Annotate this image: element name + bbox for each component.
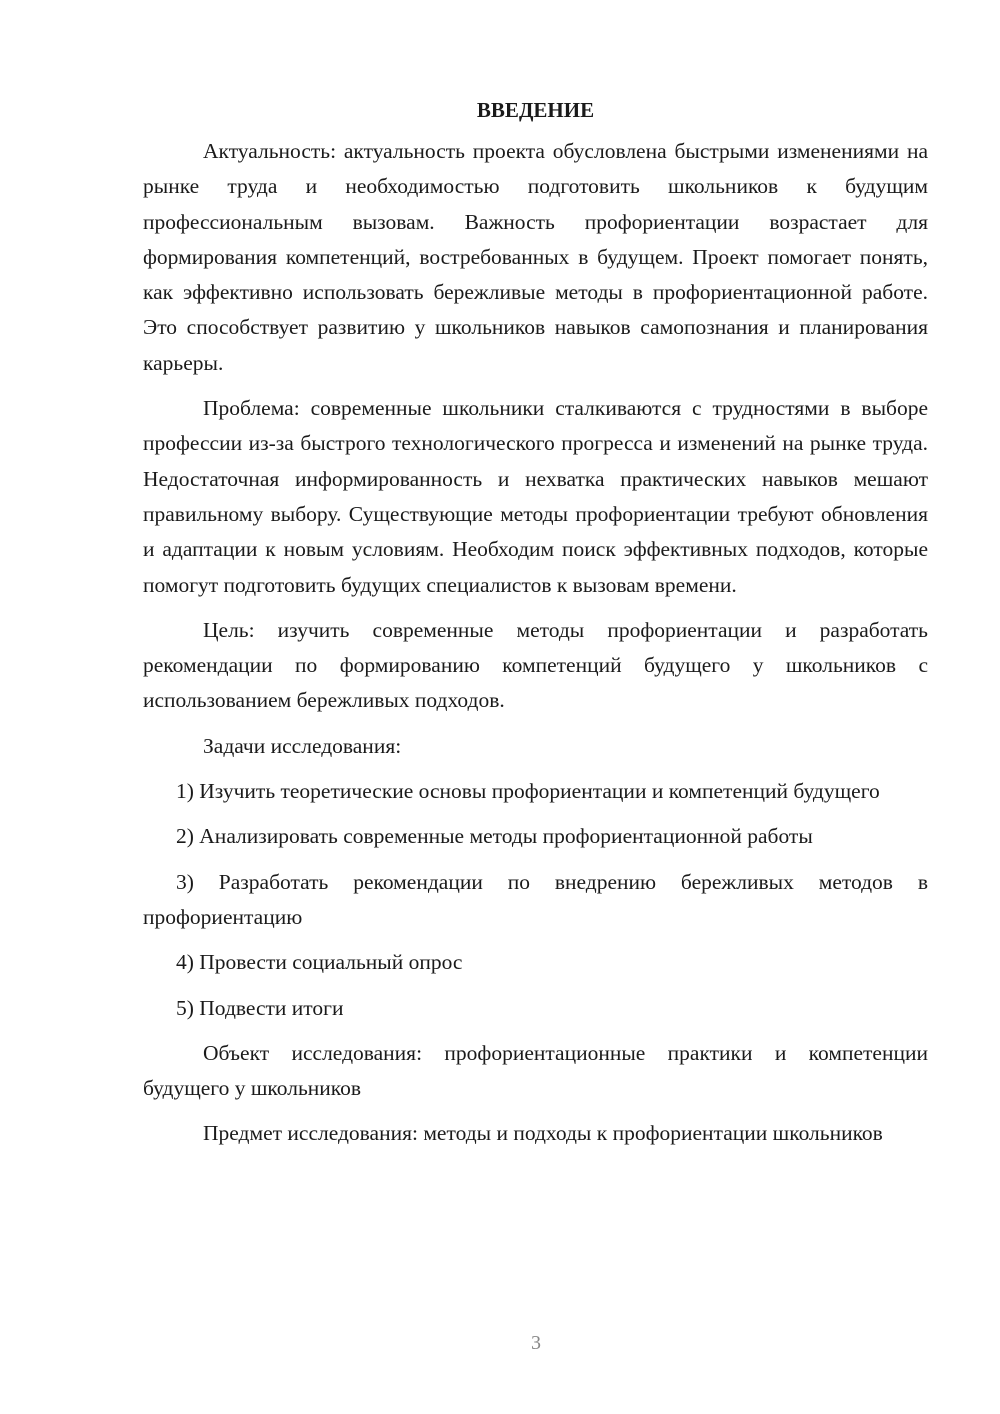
page-number: 3 xyxy=(531,1332,541,1354)
document-page xyxy=(143,96,928,1152)
list-item: 2) Анализировать современные методы профориентационной работы xyxy=(176,824,813,849)
page-title: ВВЕДЕНИЕ xyxy=(476,98,595,122)
list-item: 4) Провести социальный опрос xyxy=(176,950,463,975)
paragraph-goal: Цель: изучить современные методы профориентации и разработать рекомендации по формированию компетенций будущего у школьников с использованием бережливых подходов. xyxy=(143,617,928,713)
tasks-heading: Задачи исследования: xyxy=(203,733,402,758)
paragraph-problem: Проблема: современные школьники сталкиваются с трудностями в выборе профессии из-за быстрого технологического прогресса и изменений на рынке труда. Недостаточная информированность и нехватка практических навыков мешают правильному выбору. Существующие методы профориентации требуют обновления и адаптации к новым условиям. Необходим поиск эффективных подходов, которые помогут подготовить будущих специалистов к вызовам времени. xyxy=(143,396,928,597)
list-item: 5) Подвести итоги xyxy=(176,995,344,1020)
paragraph-subject: Предмет исследования: методы и подходы к профориентации школьников xyxy=(203,1121,883,1146)
paragraph-relevance: Актуальность: актуальность проекта обусловлена быстрыми изменениями на рынке труда и необходимостью подготовить школьников к будущим профессиональным вызовам. Важность профориентации возрастает для формирования компетенций, востребованных в будущем. Проект помогает понять, как эффективно использовать бережливые методы в профориентационной работе. Это способствует развитию у школьников навыков самопознания и планирования карьеры. xyxy=(143,139,928,375)
paragraph-object: Объект исследования: профориентационные практики и компетенции будущего у школьников xyxy=(143,1040,928,1101)
list-item: 1) Изучить теоретические основы профориентации и компетенций будущего xyxy=(176,779,880,804)
list-item: 3) Разработать рекомендации по внедрению бережливых методов в профориентацию xyxy=(143,869,928,929)
